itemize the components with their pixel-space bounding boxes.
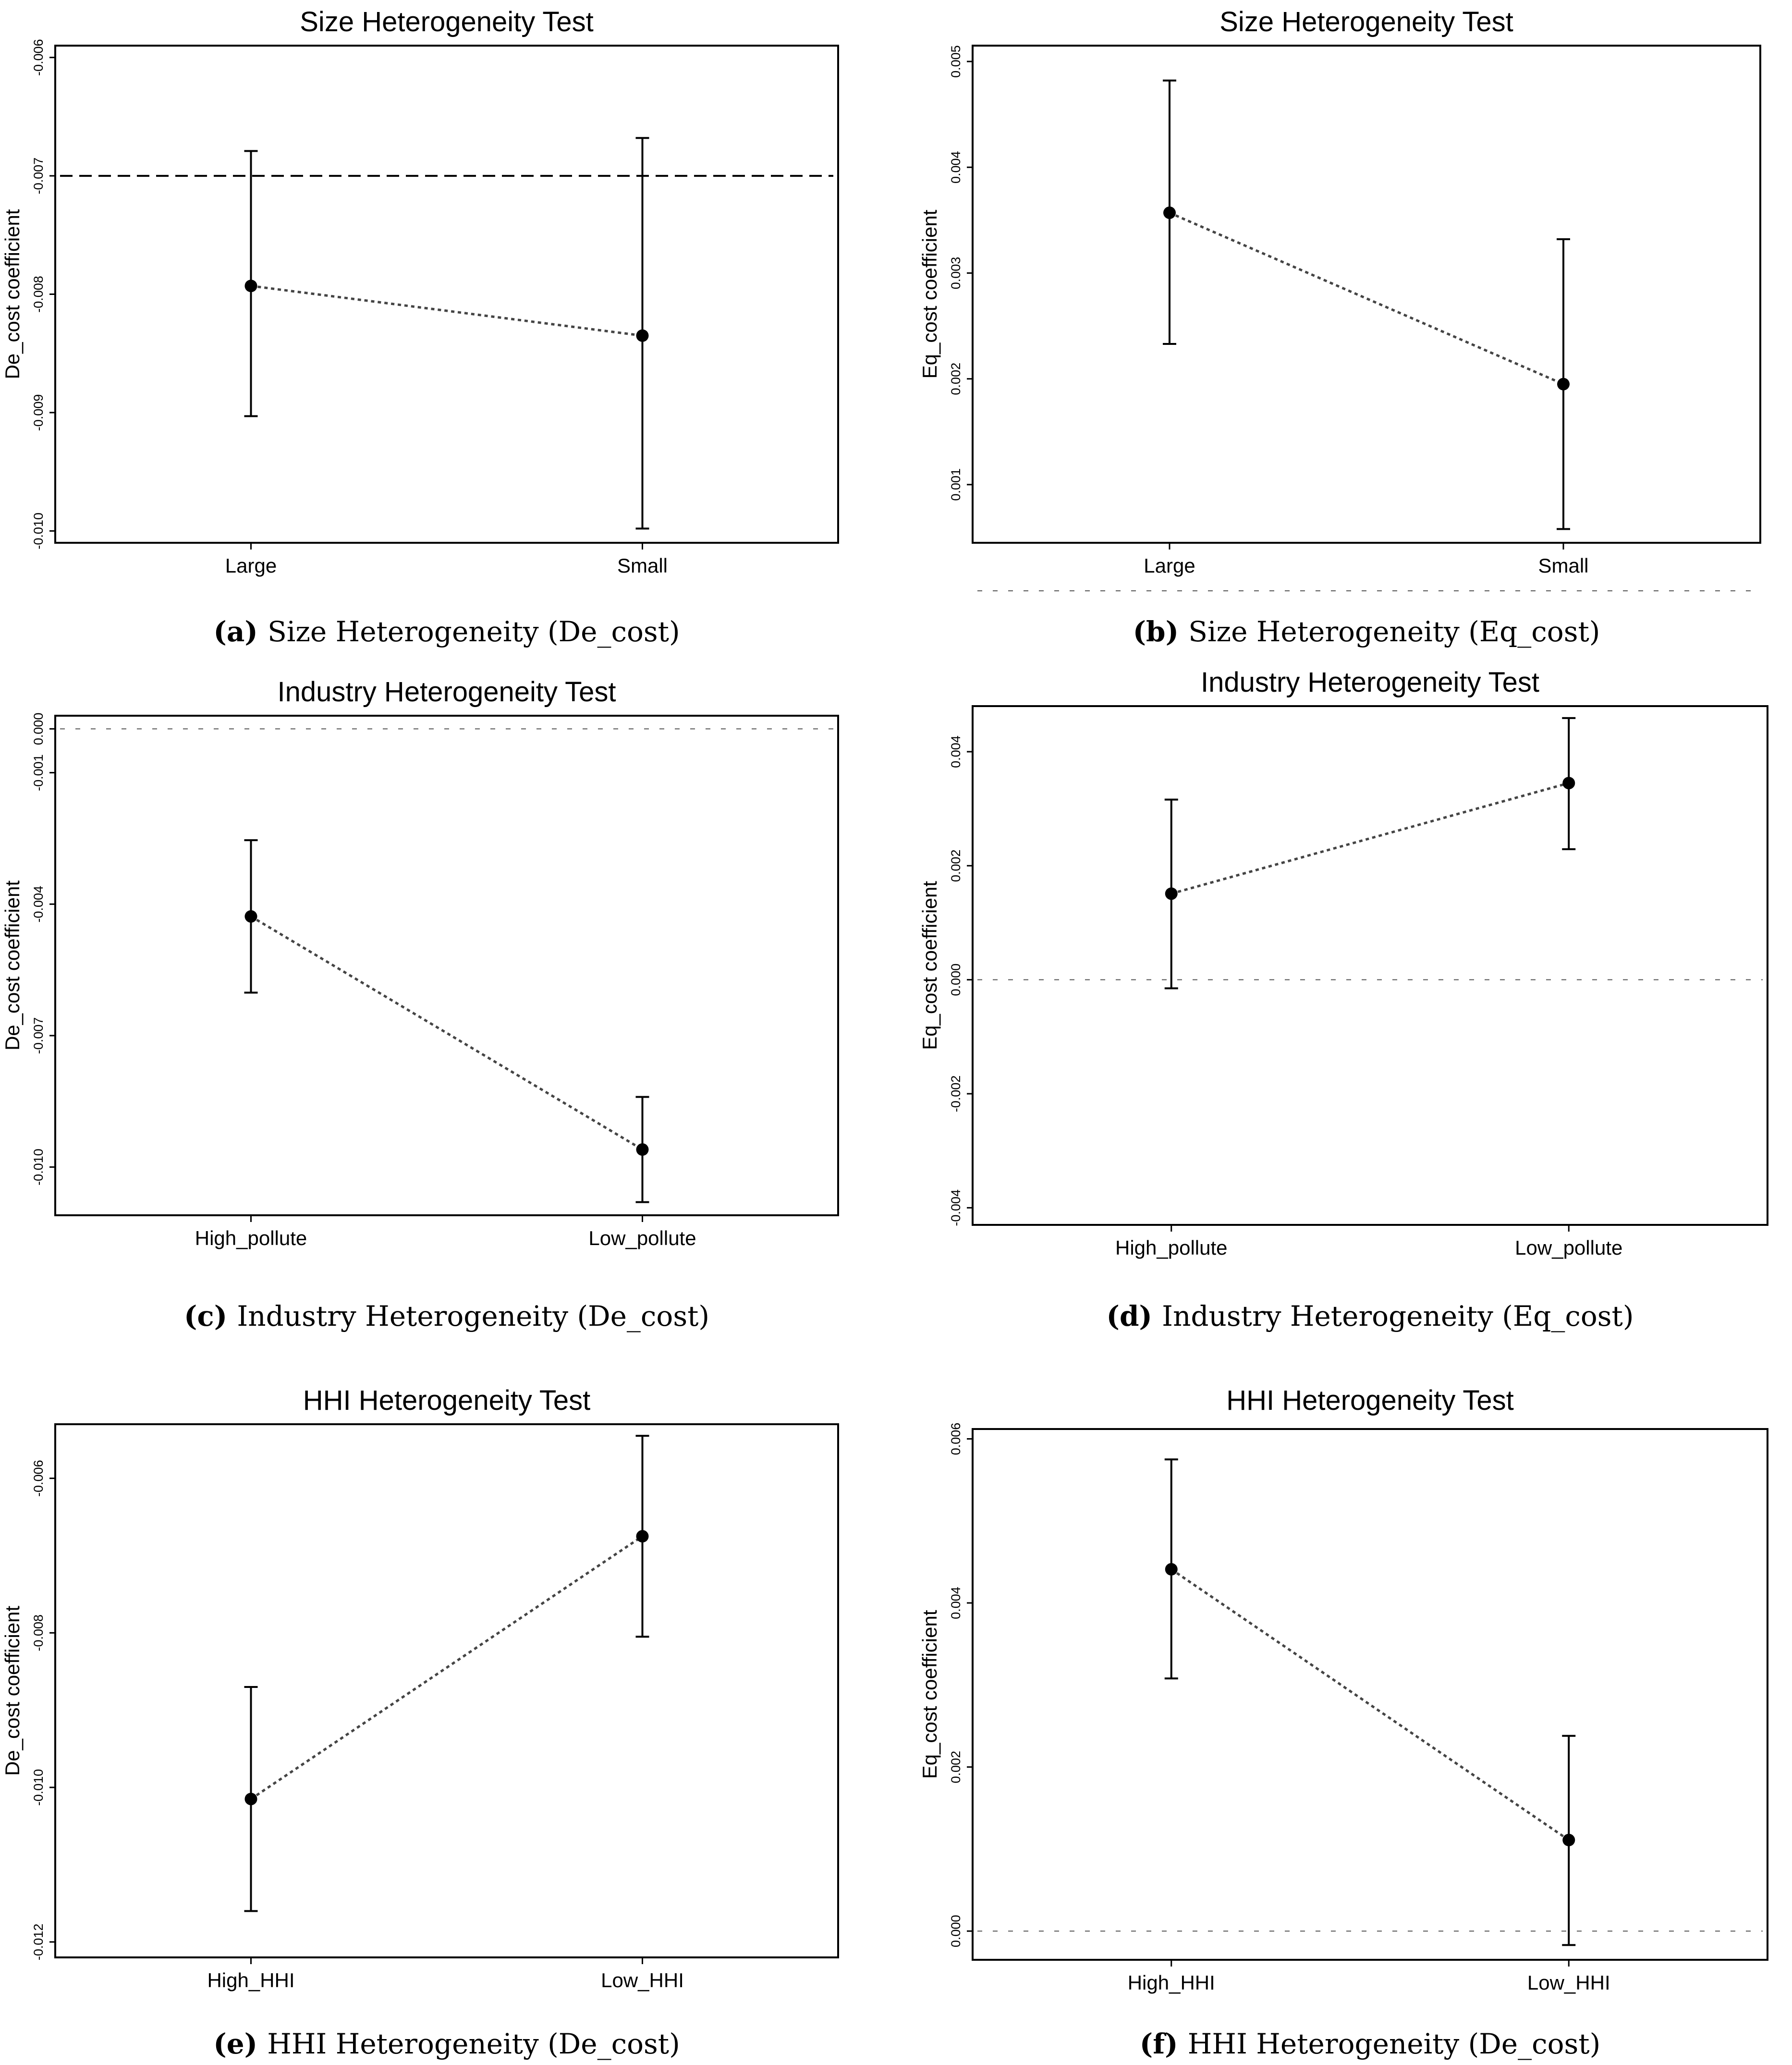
panel-caption: [1140, 2028, 1600, 2060]
estimate-connector-line: [251, 1536, 643, 1799]
panel-caption: [213, 2028, 680, 2060]
y-axis-label: Eq_cost coefficient: [918, 881, 941, 1050]
y-axis-label: De_cost coefficient: [1, 1605, 24, 1776]
x-category-label: High_pollute: [195, 1227, 307, 1249]
x-category-label: High_HHI: [1127, 1971, 1215, 1994]
y-tick-label: 0.006: [949, 1422, 963, 1455]
estimate-point: [1557, 378, 1570, 391]
caption-text: HHI Heterogeneity (De_cost): [1187, 2028, 1601, 2060]
chart-title: Industry Heterogeneity Test: [277, 676, 616, 708]
chart-panel-4: [918, 667, 1768, 1332]
chart-panel-1: [1, 6, 838, 648]
chart-title: Size Heterogeneity Test: [1219, 6, 1513, 37]
panel-caption: [1133, 615, 1600, 648]
caption-letter: (a): [213, 615, 268, 648]
chart-panel-2: [918, 6, 1760, 648]
caption-letter: (d): [1106, 1300, 1162, 1332]
estimate-connector-line: [251, 916, 643, 1149]
y-axis-label: Eq_cost coefficient: [918, 209, 941, 379]
x-category-label: Low_HHI: [1527, 1971, 1610, 1994]
y-tick-label: -0.006: [31, 39, 46, 76]
y-axis-label: De_cost coefficient: [1, 880, 24, 1051]
y-tick-label: -0.007: [31, 1017, 46, 1054]
plot-frame: [973, 706, 1768, 1225]
chart-panel-5: [1, 1385, 838, 2060]
estimate-point: [245, 280, 257, 292]
chart-title: Industry Heterogeneity Test: [1201, 667, 1539, 698]
x-category-label: Small: [617, 554, 668, 577]
y-tick-label: -0.004: [949, 1189, 963, 1226]
estimate-point: [1165, 1563, 1178, 1576]
y-tick-label: 0.002: [949, 849, 963, 882]
plot-frame: [55, 46, 838, 543]
chart-title: HHI Heterogeneity Test: [1226, 1385, 1514, 1416]
y-tick-label: -0.006: [31, 1460, 46, 1497]
chart-title: HHI Heterogeneity Test: [303, 1385, 591, 1416]
y-tick-label: 0.002: [949, 362, 963, 395]
caption-letter: (e): [213, 2028, 268, 2060]
plot-frame: [55, 716, 838, 1215]
caption-text: HHI Heterogeneity (De_cost): [267, 2028, 680, 2060]
panel-caption: [213, 615, 680, 648]
estimate-point: [245, 910, 257, 923]
y-tick-label: 0.001: [949, 468, 963, 501]
y-tick-label: 0.003: [949, 257, 963, 290]
caption-text: Industry Heterogeneity (Eq_cost): [1162, 1300, 1634, 1332]
y-tick-label: -0.010: [31, 1769, 46, 1806]
y-tick-label: -0.008: [31, 276, 46, 313]
y-tick-label: 0.000: [949, 963, 963, 996]
y-tick-label: -0.012: [31, 1923, 46, 1961]
estimate-point: [636, 1530, 649, 1542]
y-axis-label: Eq_cost coefficient: [918, 1610, 941, 1779]
plot-frame: [973, 1429, 1768, 1960]
y-tick-label: 0.000: [949, 1915, 963, 1948]
y-tick-label: 0.004: [949, 1587, 963, 1619]
y-tick-label: 0.002: [949, 1750, 963, 1784]
panel-caption: [184, 1300, 709, 1332]
y-tick-label: -0.002: [949, 1075, 963, 1112]
caption-text: Size Heterogeneity (De_cost): [268, 615, 680, 648]
y-tick-label: -0.010: [31, 1149, 46, 1185]
estimate-connector-line: [1171, 783, 1569, 893]
chart-panel-3: [1, 676, 838, 1332]
y-tick-label: -0.010: [31, 513, 46, 550]
estimate-point: [245, 1793, 257, 1805]
x-category-label: Low_HHI: [601, 1969, 684, 1992]
estimate-connector-line: [1171, 1569, 1569, 1840]
x-category-label: Large: [1144, 554, 1195, 577]
x-category-label: Low_pollute: [1515, 1236, 1623, 1259]
estimate-point: [1562, 777, 1575, 789]
caption-text: Size Heterogeneity (Eq_cost): [1188, 615, 1600, 648]
panel-caption: [1107, 1300, 1634, 1332]
y-tick-label: -0.008: [31, 1614, 46, 1651]
y-tick-label: -0.007: [31, 157, 46, 195]
y-tick-label: -0.004: [31, 885, 46, 923]
estimate-point: [1562, 1834, 1575, 1846]
estimate-connector-line: [251, 286, 643, 336]
y-tick-label: 0.005: [949, 45, 963, 78]
caption-text: Industry Heterogeneity (De_cost): [237, 1300, 710, 1332]
y-tick-label: -0.009: [31, 394, 46, 431]
y-tick-label: 0.004: [949, 151, 963, 184]
y-tick-label: -0.001: [31, 754, 46, 791]
plot-frame: [973, 46, 1760, 543]
y-tick-label: 0.000: [31, 712, 46, 745]
estimate-connector-line: [1170, 213, 1563, 384]
x-category-label: Large: [225, 554, 277, 577]
caption-letter: (b): [1133, 615, 1189, 648]
caption-letter: (c): [183, 1300, 237, 1332]
estimate-point: [636, 1143, 649, 1156]
caption-letter: (f): [1139, 2028, 1188, 2060]
x-category-label: Small: [1538, 554, 1589, 577]
y-axis-label: De_cost coefficient: [1, 209, 24, 379]
estimate-point: [1163, 207, 1176, 219]
x-category-label: High_HHI: [207, 1969, 295, 1992]
estimate-point: [1165, 887, 1178, 900]
x-category-label: High_pollute: [1115, 1236, 1228, 1259]
y-tick-label: 0.004: [949, 735, 963, 768]
plot-frame: [55, 1424, 838, 1957]
x-category-label: Low_pollute: [588, 1227, 696, 1249]
chart-panel-6: [918, 1385, 1768, 2060]
chart-title: Size Heterogeneity Test: [300, 6, 594, 37]
estimate-point: [636, 330, 649, 342]
